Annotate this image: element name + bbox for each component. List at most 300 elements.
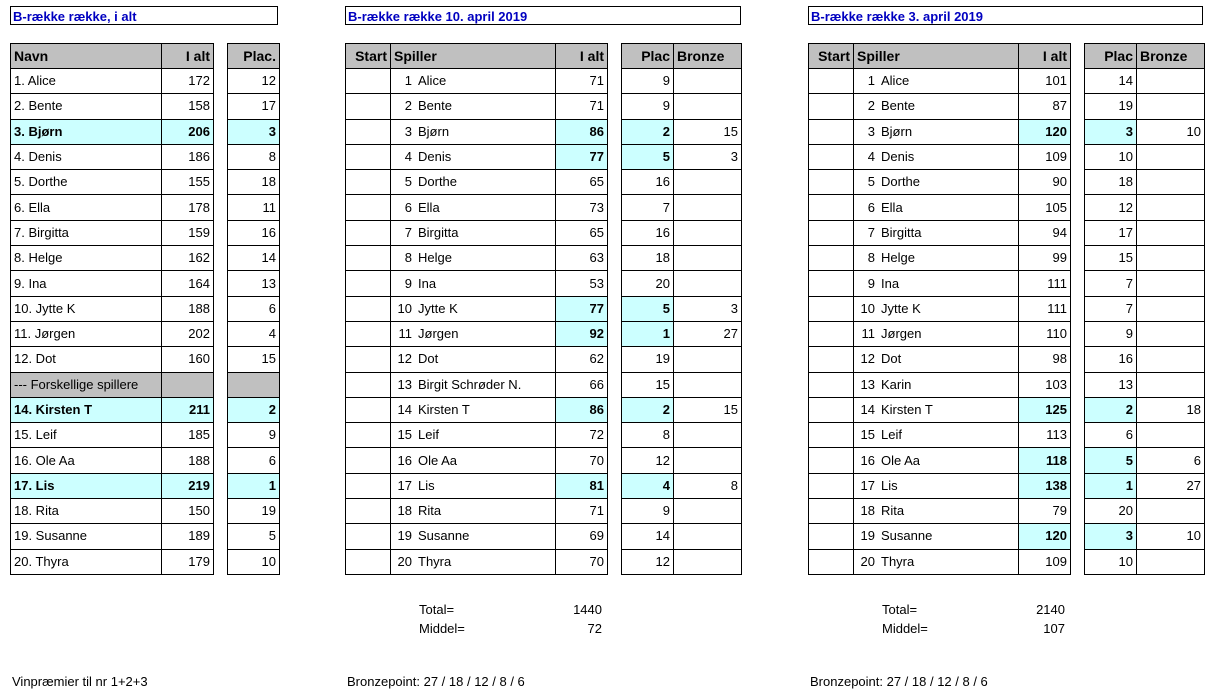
start-cell bbox=[346, 347, 391, 372]
table-row bbox=[11, 220, 280, 245]
place-cell: 2 bbox=[622, 119, 674, 144]
place-cell: 13 bbox=[228, 271, 280, 296]
place-cell: 16 bbox=[622, 170, 674, 195]
player-name-cell: 20. Thyra bbox=[11, 549, 162, 574]
start-cell bbox=[346, 499, 391, 524]
player-number: 13 bbox=[397, 376, 412, 392]
player-name: Kirsten T bbox=[881, 402, 933, 417]
place-cell: 20 bbox=[622, 271, 674, 296]
player-name-cell: 3. Bjørn bbox=[11, 119, 162, 144]
player-name: Birgitta bbox=[881, 224, 922, 240]
table-row bbox=[11, 347, 280, 372]
player-name: Bjørn bbox=[418, 123, 450, 139]
player-number: 4 bbox=[867, 149, 875, 165]
player-name: Kirsten T bbox=[418, 402, 470, 417]
table-row bbox=[346, 195, 742, 220]
table-row bbox=[809, 397, 1205, 422]
player-number: 4 bbox=[404, 149, 412, 165]
start-cell bbox=[346, 271, 391, 296]
table-row bbox=[809, 448, 1205, 473]
player-name: Thyra bbox=[418, 553, 452, 569]
place-cell: 16 bbox=[622, 220, 674, 245]
total-cell: 77 bbox=[556, 296, 608, 321]
player-name: Ole Aa bbox=[881, 452, 921, 468]
table-row bbox=[11, 144, 280, 169]
player-number: 11 bbox=[861, 326, 875, 342]
bronze-cell bbox=[1137, 144, 1205, 169]
table-row bbox=[346, 499, 742, 524]
table-row bbox=[11, 271, 280, 296]
total-cell: 178 bbox=[162, 195, 214, 220]
start-cell bbox=[809, 220, 854, 245]
player-cell bbox=[854, 69, 1019, 94]
table-row bbox=[809, 170, 1205, 195]
player-name-cell: 18. Rita bbox=[11, 499, 162, 524]
place-cell: 4 bbox=[622, 473, 674, 498]
bronze-cell bbox=[1137, 69, 1205, 94]
place-cell: 20 bbox=[1085, 499, 1137, 524]
total-cell: 109 bbox=[1019, 144, 1071, 169]
header-bronze: Bronze bbox=[1137, 44, 1205, 69]
player-cell bbox=[391, 220, 556, 245]
table-row bbox=[346, 321, 742, 346]
player-name: Alice bbox=[881, 73, 910, 89]
bronze-cell bbox=[674, 524, 742, 549]
player-number: 17 bbox=[860, 477, 875, 493]
table-row bbox=[11, 473, 280, 498]
player-cell bbox=[391, 119, 556, 144]
player-cell bbox=[854, 524, 1019, 549]
table-row bbox=[809, 220, 1205, 245]
player-cell bbox=[391, 144, 556, 169]
total-cell: 70 bbox=[556, 448, 608, 473]
place-cell: 13 bbox=[1085, 372, 1137, 397]
separator-row bbox=[11, 372, 280, 397]
player-number: 20 bbox=[860, 553, 875, 569]
total-cell: 189 bbox=[162, 524, 214, 549]
header-total: I alt bbox=[162, 44, 214, 69]
place-cell: 17 bbox=[1085, 220, 1137, 245]
player-name: Susanne bbox=[418, 528, 470, 544]
table-row bbox=[809, 119, 1205, 144]
place-cell: 15 bbox=[1085, 246, 1137, 271]
total-cell: 66 bbox=[556, 372, 608, 397]
player-name-cell: 14. Kirsten T bbox=[11, 397, 162, 422]
player-number: 16 bbox=[860, 452, 875, 468]
table-row bbox=[11, 321, 280, 346]
table-row bbox=[346, 524, 742, 549]
bronze-cell bbox=[674, 246, 742, 271]
total-cell: 162 bbox=[162, 246, 214, 271]
place-cell: 10 bbox=[1085, 144, 1137, 169]
table-row bbox=[809, 271, 1205, 296]
bronze-cell bbox=[1137, 549, 1205, 574]
header-name: Navn bbox=[11, 44, 162, 69]
player-cell bbox=[391, 423, 556, 448]
player-cell bbox=[391, 271, 556, 296]
start-cell bbox=[809, 448, 854, 473]
table-row bbox=[346, 94, 742, 119]
bronze-cell bbox=[674, 448, 742, 473]
place-cell: 14 bbox=[1085, 69, 1137, 94]
total-cell: 160 bbox=[162, 347, 214, 372]
total-cell: 71 bbox=[556, 499, 608, 524]
right-total-value: 2140 bbox=[1036, 602, 1065, 617]
total-cell: 69 bbox=[556, 524, 608, 549]
player-name-cell: --- Forskellige spillere bbox=[11, 372, 162, 397]
total-cell: 188 bbox=[162, 296, 214, 321]
table-row bbox=[809, 144, 1205, 169]
player-number: 5 bbox=[404, 174, 412, 190]
start-cell bbox=[809, 372, 854, 397]
bronze-cell bbox=[1137, 499, 1205, 524]
player-name-cell: 7. Birgitta bbox=[11, 220, 162, 245]
bronze-cell: 15 bbox=[674, 119, 742, 144]
place-cell: 10 bbox=[228, 549, 280, 574]
bronze-cell: 27 bbox=[1137, 473, 1205, 498]
total-cell: 81 bbox=[556, 473, 608, 498]
player-cell bbox=[854, 119, 1019, 144]
total-cell: 98 bbox=[1019, 347, 1071, 372]
bronze-cell: 6 bbox=[1137, 448, 1205, 473]
total-cell: 125 bbox=[1019, 397, 1071, 422]
player-number: 11 bbox=[398, 326, 412, 342]
player-cell bbox=[391, 549, 556, 574]
player-cell bbox=[391, 170, 556, 195]
start-cell bbox=[809, 144, 854, 169]
place-cell: 1 bbox=[1085, 473, 1137, 498]
table-row bbox=[346, 347, 742, 372]
player-name-cell: 17. Lis bbox=[11, 473, 162, 498]
place-cell: 7 bbox=[1085, 271, 1137, 296]
player-cell bbox=[854, 549, 1019, 574]
total-cell: 65 bbox=[556, 170, 608, 195]
table-row bbox=[809, 347, 1205, 372]
total-cell: 138 bbox=[1019, 473, 1071, 498]
right-total-label: Total= bbox=[882, 602, 918, 617]
place-cell bbox=[228, 372, 280, 397]
total-cell: 206 bbox=[162, 119, 214, 144]
total-cell: 70 bbox=[556, 549, 608, 574]
player-name-cell: 2. Bente bbox=[11, 94, 162, 119]
table-header-row bbox=[11, 44, 280, 69]
place-cell: 6 bbox=[228, 296, 280, 321]
player-number: 6 bbox=[867, 199, 875, 215]
table-row bbox=[11, 296, 280, 321]
place-cell: 9 bbox=[228, 423, 280, 448]
place-cell: 9 bbox=[622, 499, 674, 524]
table-header-row bbox=[809, 44, 1205, 69]
table-row bbox=[11, 170, 280, 195]
bronze-cell bbox=[1137, 321, 1205, 346]
player-cell bbox=[854, 321, 1019, 346]
table-row bbox=[346, 69, 742, 94]
place-cell: 12 bbox=[622, 448, 674, 473]
start-cell bbox=[809, 246, 854, 271]
place-cell: 6 bbox=[228, 448, 280, 473]
player-number: 7 bbox=[404, 224, 412, 240]
start-cell bbox=[809, 170, 854, 195]
bronze-cell bbox=[1137, 170, 1205, 195]
bronze-cell: 10 bbox=[1137, 524, 1205, 549]
total-cell: 86 bbox=[556, 119, 608, 144]
player-cell bbox=[391, 372, 556, 397]
total-cell: 120 bbox=[1019, 524, 1071, 549]
player-name: Birgitta bbox=[418, 224, 459, 240]
place-cell: 8 bbox=[622, 423, 674, 448]
player-cell bbox=[391, 347, 556, 372]
place-cell: 15 bbox=[622, 372, 674, 397]
start-cell bbox=[346, 144, 391, 169]
total-cell: 86 bbox=[556, 397, 608, 422]
table-row bbox=[809, 423, 1205, 448]
place-cell: 19 bbox=[1085, 94, 1137, 119]
player-number: 7 bbox=[867, 224, 875, 240]
table-row bbox=[346, 372, 742, 397]
player-name: Lis bbox=[881, 477, 898, 493]
place-cell: 2 bbox=[1085, 397, 1137, 422]
player-number: 14 bbox=[860, 402, 875, 417]
bronze-cell: 3 bbox=[674, 144, 742, 169]
bronze-cell bbox=[674, 347, 742, 372]
player-cell bbox=[854, 397, 1019, 422]
player-number: 10 bbox=[860, 300, 875, 316]
total-cell: 79 bbox=[1019, 499, 1071, 524]
player-number: 18 bbox=[860, 503, 875, 519]
player-name: Denis bbox=[881, 149, 915, 165]
place-cell: 8 bbox=[228, 144, 280, 169]
player-number: 1 bbox=[404, 73, 412, 89]
place-cell: 5 bbox=[228, 524, 280, 549]
player-number: 14 bbox=[397, 402, 412, 417]
header-player: Spiller bbox=[391, 44, 556, 69]
total-cell: 219 bbox=[162, 473, 214, 498]
player-cell bbox=[854, 448, 1019, 473]
middle-mean-label: Middel= bbox=[419, 621, 465, 636]
player-cell bbox=[854, 170, 1019, 195]
total-cell: 202 bbox=[162, 321, 214, 346]
place-cell: 19 bbox=[228, 499, 280, 524]
place-cell: 19 bbox=[622, 347, 674, 372]
place-cell: 9 bbox=[622, 69, 674, 94]
place-cell: 14 bbox=[228, 246, 280, 271]
total-cell: 185 bbox=[162, 423, 214, 448]
table-row bbox=[346, 246, 742, 271]
player-name-cell: 1. Alice bbox=[11, 69, 162, 94]
total-cell: 155 bbox=[162, 170, 214, 195]
total-cell: 87 bbox=[1019, 94, 1071, 119]
table-row bbox=[346, 271, 742, 296]
table-row bbox=[11, 499, 280, 524]
table-row bbox=[809, 69, 1205, 94]
player-cell bbox=[391, 321, 556, 346]
player-cell bbox=[854, 220, 1019, 245]
start-cell bbox=[809, 94, 854, 119]
start-cell bbox=[809, 296, 854, 321]
player-number: 9 bbox=[867, 275, 875, 291]
total-cell: 109 bbox=[1019, 549, 1071, 574]
player-name: Leif bbox=[418, 427, 439, 443]
place-cell: 17 bbox=[228, 94, 280, 119]
total-cell: 99 bbox=[1019, 246, 1071, 271]
player-name: Bjørn bbox=[881, 123, 913, 139]
place-cell: 3 bbox=[1085, 524, 1137, 549]
player-name-cell: 9. Ina bbox=[11, 271, 162, 296]
bronze-cell bbox=[1137, 423, 1205, 448]
player-name-cell: 8. Helge bbox=[11, 246, 162, 271]
bronze-cell: 15 bbox=[674, 397, 742, 422]
table-row bbox=[809, 473, 1205, 498]
bronze-cell bbox=[674, 499, 742, 524]
player-cell bbox=[391, 94, 556, 119]
middle-total-label: Total= bbox=[419, 602, 455, 617]
place-cell: 2 bbox=[622, 397, 674, 422]
start-cell bbox=[346, 397, 391, 422]
player-number: 3 bbox=[867, 123, 875, 139]
table-row bbox=[11, 195, 280, 220]
player-cell bbox=[391, 296, 556, 321]
total-cell: 211 bbox=[162, 397, 214, 422]
header-start: Start bbox=[809, 44, 854, 69]
total-cell: 90 bbox=[1019, 170, 1071, 195]
place-cell: 14 bbox=[622, 524, 674, 549]
player-name: Bente bbox=[881, 98, 915, 114]
bronze-cell bbox=[1137, 195, 1205, 220]
table-row bbox=[809, 499, 1205, 524]
total-cell: 77 bbox=[556, 144, 608, 169]
start-cell bbox=[809, 397, 854, 422]
player-number: 20 bbox=[397, 553, 412, 569]
start-cell bbox=[346, 448, 391, 473]
bronze-cell bbox=[674, 170, 742, 195]
player-name-cell: 16. Ole Aa bbox=[11, 448, 162, 473]
player-name: Ina bbox=[881, 275, 900, 291]
player-name: Rita bbox=[881, 503, 905, 519]
bronze-cell bbox=[674, 549, 742, 574]
total-cell: 111 bbox=[1019, 296, 1071, 321]
player-name: Bente bbox=[418, 98, 452, 114]
place-cell: 6 bbox=[1085, 423, 1137, 448]
place-cell: 10 bbox=[1085, 549, 1137, 574]
player-number: 15 bbox=[397, 427, 412, 443]
player-name-cell: 12. Dot bbox=[11, 347, 162, 372]
player-name-cell: 6. Ella bbox=[11, 195, 162, 220]
start-cell bbox=[346, 119, 391, 144]
start-cell bbox=[346, 321, 391, 346]
start-cell bbox=[809, 271, 854, 296]
player-cell bbox=[391, 246, 556, 271]
table-row bbox=[11, 69, 280, 94]
player-name: Dorthe bbox=[881, 174, 921, 190]
bronze-cell: 8 bbox=[674, 473, 742, 498]
bronze-cell bbox=[674, 271, 742, 296]
player-name: Ole Aa bbox=[418, 452, 458, 468]
total-cell: 92 bbox=[556, 321, 608, 346]
total-cell: 103 bbox=[1019, 372, 1071, 397]
player-name: Jytte K bbox=[881, 300, 921, 316]
total-cell: 150 bbox=[162, 499, 214, 524]
total-cell: 65 bbox=[556, 220, 608, 245]
player-number: 18 bbox=[397, 503, 412, 519]
bronze-cell: 27 bbox=[674, 321, 742, 346]
place-cell: 9 bbox=[622, 94, 674, 119]
player-number: 10 bbox=[397, 300, 412, 316]
table-row bbox=[11, 524, 280, 549]
table-row bbox=[809, 321, 1205, 346]
total-cell: 63 bbox=[556, 246, 608, 271]
start-cell bbox=[346, 195, 391, 220]
place-cell: 11 bbox=[228, 195, 280, 220]
bronze-cell bbox=[674, 220, 742, 245]
player-cell bbox=[391, 448, 556, 473]
header-place: Plac bbox=[1085, 44, 1137, 69]
player-cell bbox=[391, 69, 556, 94]
table-row bbox=[11, 549, 280, 574]
table-row bbox=[809, 246, 1205, 271]
bronze-cell bbox=[1137, 246, 1205, 271]
bronze-cell bbox=[674, 423, 742, 448]
player-number: 1 bbox=[867, 73, 875, 89]
table-row bbox=[809, 296, 1205, 321]
place-cell: 7 bbox=[622, 195, 674, 220]
place-cell: 1 bbox=[228, 473, 280, 498]
player-cell bbox=[854, 473, 1019, 498]
table-row bbox=[346, 144, 742, 169]
table-row bbox=[11, 397, 280, 422]
start-cell bbox=[809, 549, 854, 574]
player-number: 6 bbox=[404, 199, 412, 215]
start-cell bbox=[809, 69, 854, 94]
prize-note: Vinpræmier til nr 1+2+3 bbox=[12, 674, 148, 689]
player-name: Jørgen bbox=[881, 326, 922, 342]
place-cell: 9 bbox=[1085, 321, 1137, 346]
start-cell bbox=[809, 423, 854, 448]
bronze-cell bbox=[1137, 220, 1205, 245]
start-cell bbox=[346, 69, 391, 94]
bronze-cell bbox=[674, 372, 742, 397]
place-cell: 7 bbox=[1085, 296, 1137, 321]
player-cell bbox=[391, 397, 556, 422]
bronze-cell bbox=[674, 94, 742, 119]
place-cell: 3 bbox=[228, 119, 280, 144]
player-number: 9 bbox=[404, 275, 412, 291]
header-total: I alt bbox=[1019, 44, 1071, 69]
start-cell bbox=[346, 170, 391, 195]
bronze-cell: 18 bbox=[1137, 397, 1205, 422]
player-name: Dot bbox=[881, 351, 902, 367]
middle-mean-value: 72 bbox=[587, 621, 602, 636]
table-row bbox=[346, 220, 742, 245]
player-cell bbox=[854, 296, 1019, 321]
player-name: Dot bbox=[418, 351, 439, 367]
round-april10-table bbox=[345, 43, 742, 575]
player-number: 5 bbox=[867, 174, 875, 190]
player-name-cell: 10. Jytte K bbox=[11, 296, 162, 321]
player-number: 12 bbox=[860, 351, 875, 367]
header-player: Spiller bbox=[854, 44, 1019, 69]
right-section-title: B-række række 3. april 2019 bbox=[808, 6, 1203, 25]
start-cell bbox=[346, 246, 391, 271]
place-cell: 12 bbox=[228, 69, 280, 94]
player-name: Alice bbox=[418, 73, 447, 89]
place-cell: 3 bbox=[1085, 119, 1137, 144]
player-number: 15 bbox=[860, 427, 875, 443]
table-row bbox=[346, 423, 742, 448]
table-row bbox=[346, 448, 742, 473]
place-cell: 18 bbox=[228, 170, 280, 195]
player-name: Helge bbox=[881, 250, 915, 266]
header-place: Plac bbox=[622, 44, 674, 69]
